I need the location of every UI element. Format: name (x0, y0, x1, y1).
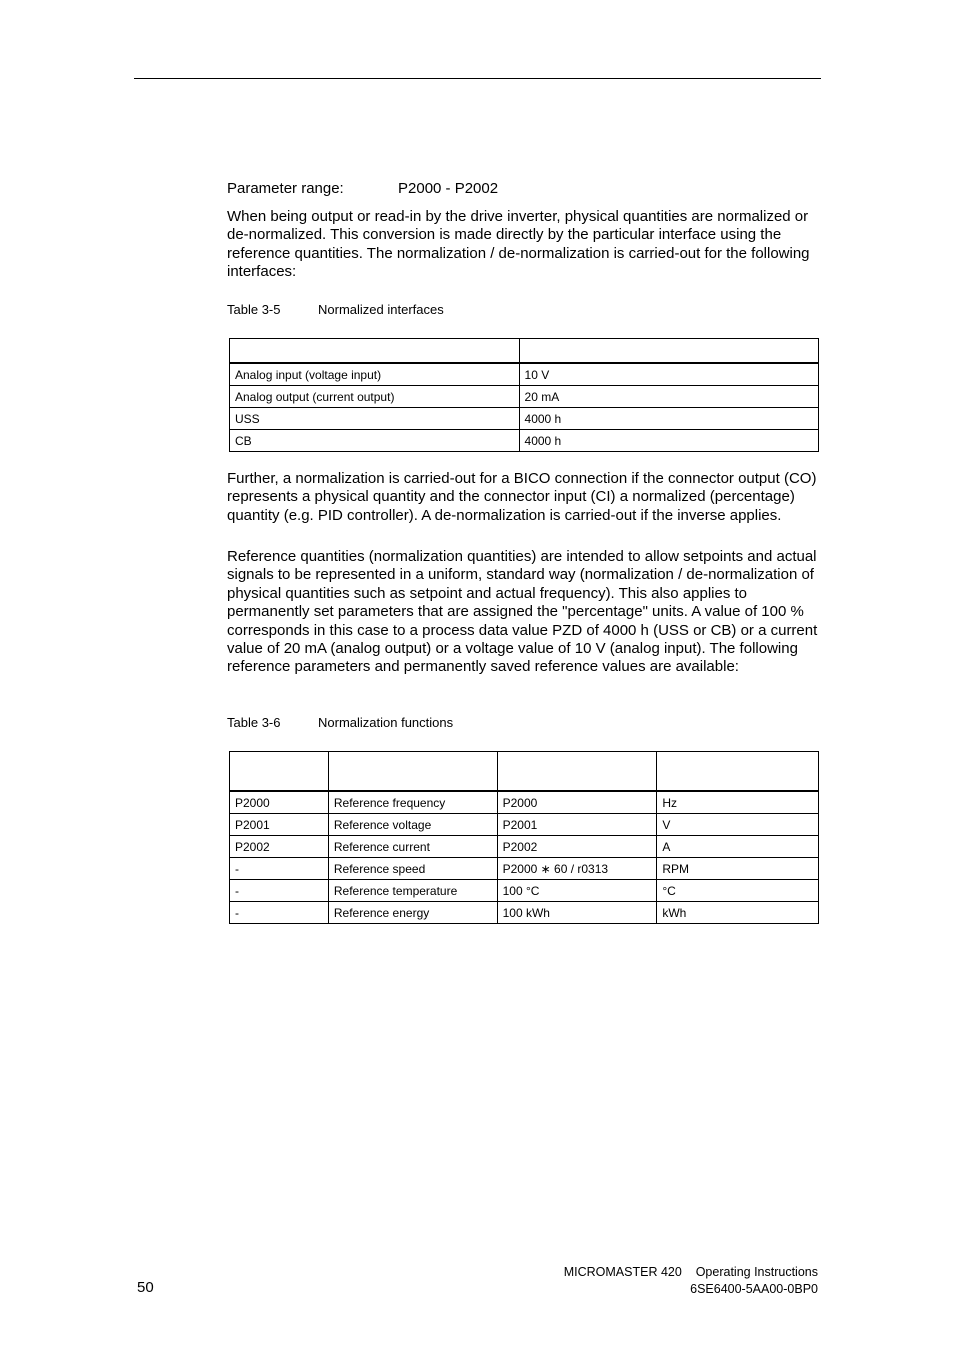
table-cell: Reference voltage (328, 814, 497, 836)
table-header-cell (328, 752, 497, 792)
parameter-range (227, 180, 499, 197)
table-cell: Reference temperature (328, 880, 497, 902)
table-cell: 100 °C (497, 880, 657, 902)
table-header-cell (230, 339, 520, 364)
table-cell: USS (230, 408, 520, 430)
table-header-row (230, 752, 819, 792)
table-cell: 4000 h (519, 430, 818, 452)
table-cell: RPM (657, 858, 819, 880)
table-cell: Analog input (voltage input) (230, 363, 520, 386)
footer-info (564, 1264, 818, 1297)
footer-product: MICROMASTER 420 Operating Instructions (563, 1265, 818, 1279)
table-cell: P2002 (497, 836, 657, 858)
paragraph-reference-quantities: Reference quantities (normalization quantities) are intended to allow setpoints and actual signals to be represented in a uniform, standard way (normalization / de-normalization of physical quantities such as setpoint and actual frequency). This also applies to permanently set parameters that are assigned the "percentage" units. A value of 100 % corresponds in this case to a process data value PZD of 4000 h (USS or CB) or a current value of 20 mA (analog output) or a voltage value of 10 V (analog input). The following reference parameters and permanently saved reference values are available: (227, 548, 818, 676)
table-row (230, 363, 819, 386)
table-cell: 4000 h (519, 408, 818, 430)
table-row (230, 386, 819, 408)
table-cell: 20 mA (519, 386, 818, 408)
table-header-row (230, 339, 819, 364)
normalization-functions-table (229, 751, 819, 924)
table-header-cell (519, 339, 818, 364)
table-cell: Reference energy (328, 902, 497, 924)
table-cell: 100 kWh (497, 902, 657, 924)
table-cell: 10 V (519, 363, 818, 386)
table-cell: - (230, 858, 329, 880)
table-cell: Reference frequency (328, 791, 497, 814)
table-cell: V (657, 814, 819, 836)
table-row (230, 814, 819, 836)
table-row (230, 902, 819, 924)
table-cell: Hz (657, 791, 819, 814)
table1-caption (227, 302, 444, 317)
table-header-cell (497, 752, 657, 792)
table-cell: P2000 (497, 791, 657, 814)
table-cell: P2000 ∗ 60 / r0313 (497, 858, 657, 880)
table-header-cell (657, 752, 819, 792)
table-cell: P2001 (230, 814, 329, 836)
table-cell: P2001 (497, 814, 657, 836)
table-row (230, 858, 819, 880)
table-row (230, 791, 819, 814)
table2-number: Table 3-6 (227, 715, 281, 730)
table-cell: A (657, 836, 819, 858)
footer-order-number: 6SE6400-5AA00-0BP0 (690, 1281, 818, 1296)
table-cell: P2000 (230, 791, 329, 814)
table-cell: Reference speed (328, 858, 497, 880)
table-cell: Analog output (current output) (230, 386, 520, 408)
table-row (230, 836, 819, 858)
parameter-range-value: P2000 - P2002 (398, 180, 499, 197)
table-cell: P2002 (230, 836, 329, 858)
table-row (230, 430, 819, 452)
table-cell: - (230, 880, 329, 902)
normalized-interfaces-table (229, 338, 819, 452)
paragraph-intro: When being output or read-in by the drive inverter, physical quantities are normalized or de-normalized. This conversion is made directly by the particular interface using the reference quantities. The normalization / de-normalization is carried-out for the following interfaces: (227, 208, 810, 281)
table-row (230, 408, 819, 430)
table1-number: Table 3-5 (227, 302, 281, 317)
header-rule (134, 78, 821, 79)
table-cell: CB (230, 430, 520, 452)
table-cell: °C (657, 880, 819, 902)
table-cell: kWh (657, 902, 819, 924)
page-number: 50 (137, 1279, 154, 1296)
table-row (230, 880, 819, 902)
table-cell: Reference current (328, 836, 497, 858)
table2-title: Normalization functions (318, 715, 454, 730)
table1-title: Normalized interfaces (318, 302, 444, 317)
table-header-cell (230, 752, 329, 792)
table-cell: - (230, 902, 329, 924)
parameter-range-label: Parameter range: (227, 180, 344, 197)
table2-caption (227, 715, 454, 730)
paragraph-bico: Further, a normalization is carried-out for a BICO connection if the connector output (CO) represents a physical quantity and the connector input (CI) a normalized (percentage) quantity (e.g. PID controller). A de-normalization is carried-out if the inverse applies. (227, 470, 817, 524)
